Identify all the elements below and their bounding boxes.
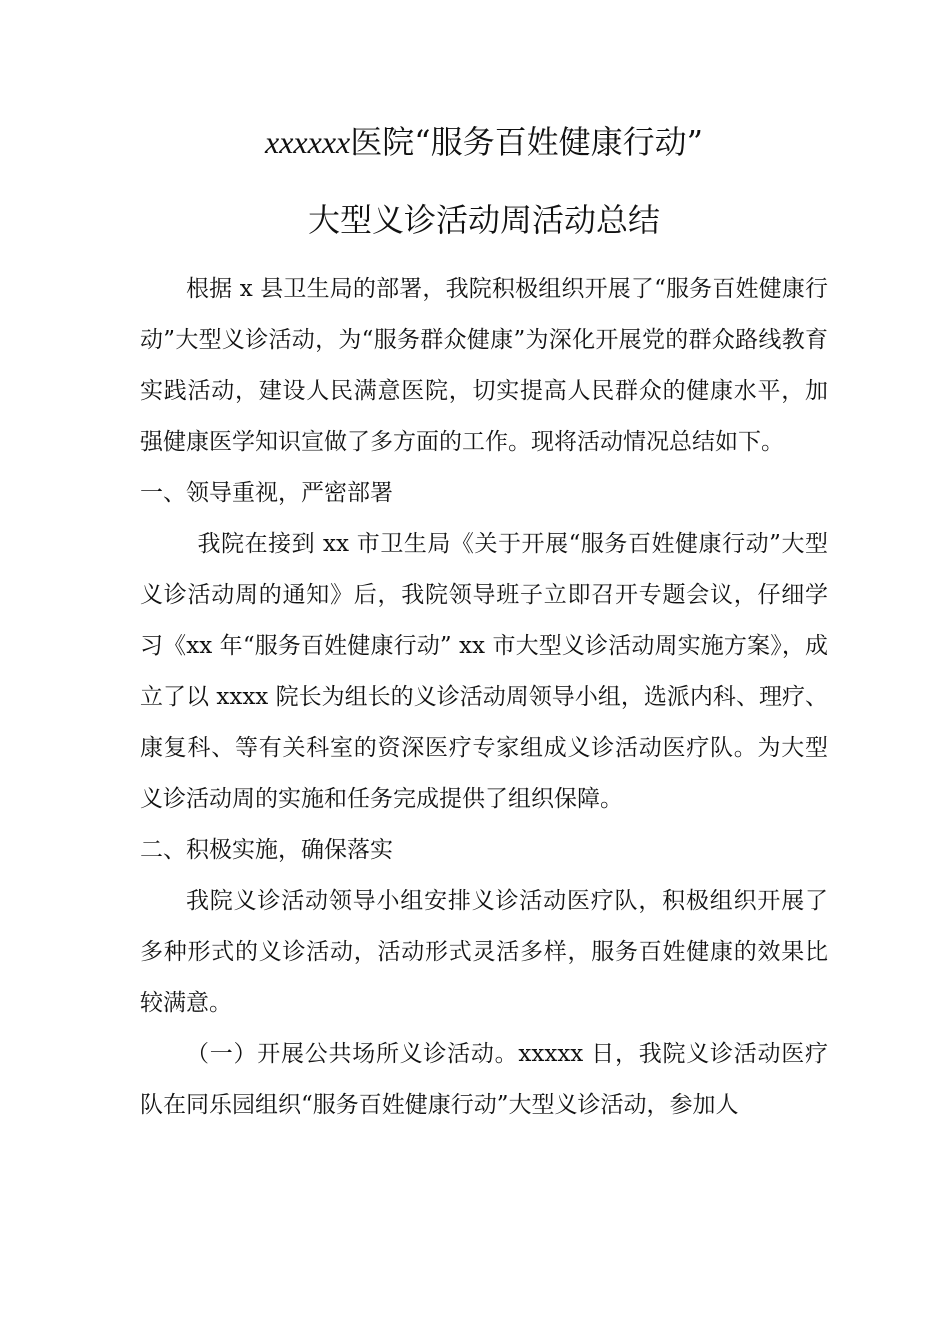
paragraph-subsection-1: （一）开展公共场所义诊活动。xxxxx 日，我院义诊活动医疗队在同乐园组织“服务百姓健康行动”大型义诊活动，参加人 [140,1041,828,1118]
document-title-line2: 大型义诊活动周活动总结 [307,201,660,239]
title-main: 医院“服务百姓健康行动” [350,123,703,161]
document-title-line1 [140,122,828,162]
document-body [140,264,828,1131]
paragraph-section-1: 我院在接到 xx 市卫生局《关于开展“服务百姓健康行动”大型义诊活动周的通知》后，我院领导班子立即召开专题会议，仔细学习《xx 年“服务百姓健康行动” xx 市大型义诊活动周实施方案》，成立了以 xxxx 院长为组长的义诊活动周领导小组，选派内科、理疗、康复科、等有关科室的资深医疗专家组成义诊活动医疗队。为大型义诊活动周的实施和任务完成提供了组织保障。 [140,531,828,812]
title-prefix: xxxxxx [265,124,351,160]
section-heading-1: 一、领导重视，严密部署 [140,480,393,506]
paragraph-section-2: 我院义诊活动领导小组安排义诊活动医疗队，积极组织开展了多种形式的义诊活动，活动形式灵活多样，服务百姓健康的效果比较满意。 [140,888,828,1016]
section-heading-2: 二、积极实施，确保落实 [140,837,393,863]
paragraph-intro: 根据 x 县卫生局的部署，我院积极组织开展了“服务百姓健康行动”大型义诊活动，为“服务群众健康”为深化开展党的群众路线教育实践活动，建设人民满意医院，切实提高人民群众的健康水平，加强健康医学知识宣做了多方面的工作。现将活动情况总结如下。 [140,276,828,455]
